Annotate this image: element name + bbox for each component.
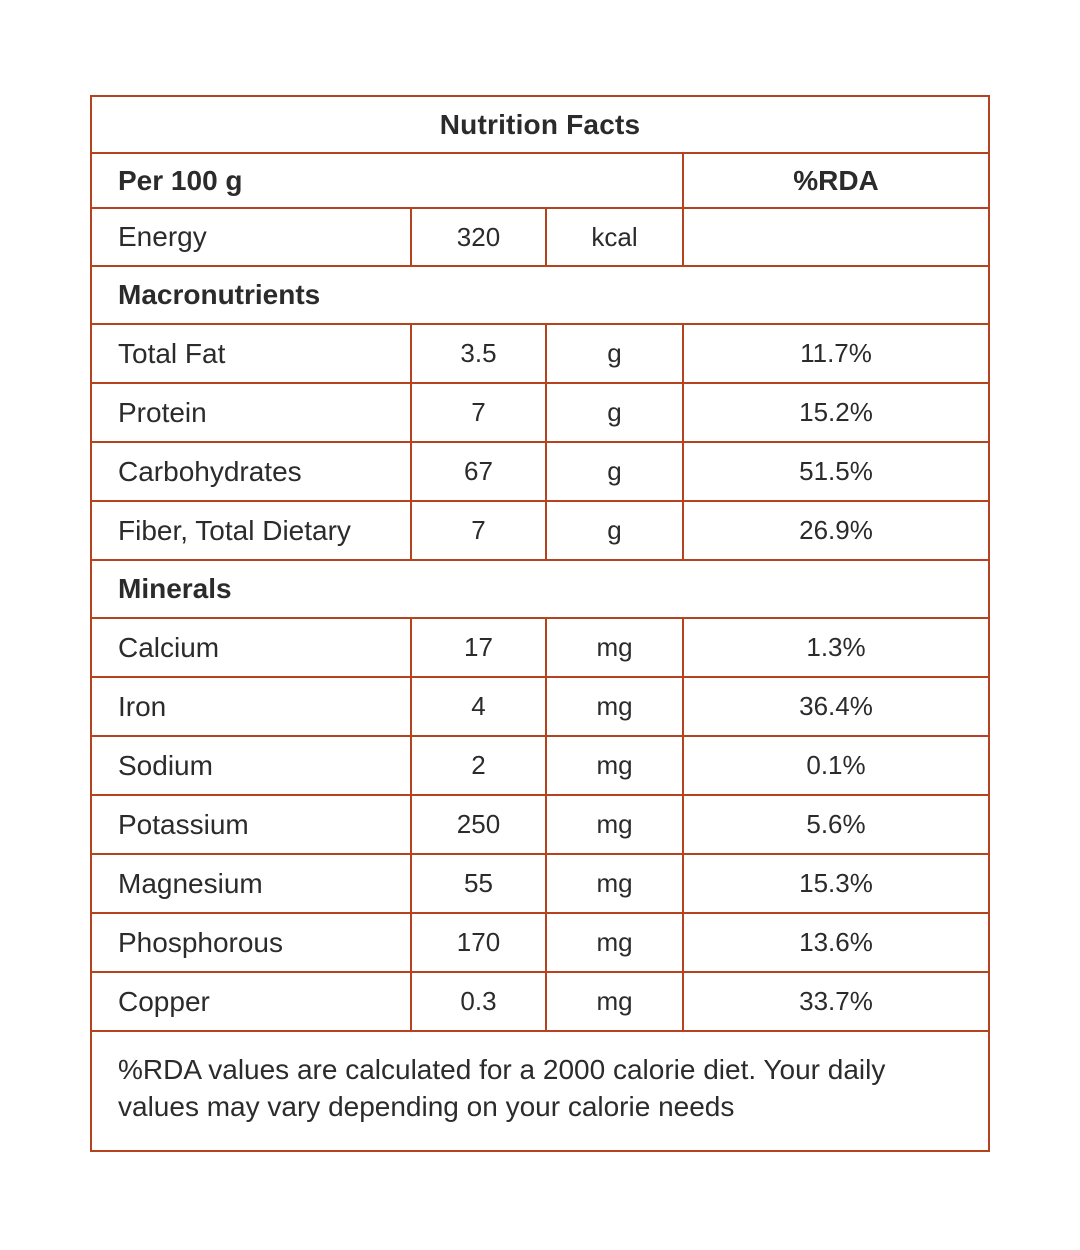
nutrient-unit: mg <box>546 854 683 913</box>
nutrient-value: 170 <box>411 913 546 972</box>
nutrient-name: Phosphorous <box>91 913 411 972</box>
nutrient-name: Iron <box>91 677 411 736</box>
nutrient-row-protein <box>91 383 989 442</box>
nutrient-row-carbohydrates <box>91 442 989 501</box>
nutrient-name: Fiber, Total Dietary <box>91 501 411 560</box>
nutrient-value: 2 <box>411 736 546 795</box>
nutrient-row-magnesium <box>91 854 989 913</box>
nutrient-row-total-fat <box>91 324 989 383</box>
nutrient-unit: mg <box>546 677 683 736</box>
rda-column-header: %RDA <box>683 153 989 208</box>
nutrient-row-copper <box>91 972 989 1031</box>
nutrient-value: 7 <box>411 501 546 560</box>
nutrient-unit: mg <box>546 618 683 677</box>
nutrient-rda: 36.4% <box>683 677 989 736</box>
nutrient-name: Energy <box>91 208 411 266</box>
nutrient-rda: 15.2% <box>683 383 989 442</box>
nutrient-row-potassium <box>91 795 989 854</box>
nutrient-rda: 13.6% <box>683 913 989 972</box>
nutrient-unit: g <box>546 324 683 383</box>
nutrient-name: Sodium <box>91 736 411 795</box>
nutrient-value: 17 <box>411 618 546 677</box>
nutrient-value: 55 <box>411 854 546 913</box>
nutrient-name: Potassium <box>91 795 411 854</box>
footer-note-row <box>91 1031 989 1151</box>
nutrient-value: 7 <box>411 383 546 442</box>
section-label: Minerals <box>91 560 989 618</box>
nutrient-unit: g <box>546 501 683 560</box>
nutrient-rda: 15.3% <box>683 854 989 913</box>
rda-disclaimer-text: %RDA values are calculated for a 2000 calorie diet. Your daily values may vary depending on your calorie needs <box>91 1031 989 1151</box>
nutrient-name: Calcium <box>91 618 411 677</box>
nutrient-value: 0.3 <box>411 972 546 1031</box>
nutrient-unit: mg <box>546 736 683 795</box>
nutrient-unit: g <box>546 383 683 442</box>
nutrient-unit: kcal <box>546 208 683 266</box>
table-title-row <box>91 96 989 153</box>
nutrient-name: Magnesium <box>91 854 411 913</box>
nutrient-unit: mg <box>546 913 683 972</box>
energy-row <box>91 208 989 266</box>
table-title: Nutrition Facts <box>91 96 989 153</box>
table-header-row <box>91 153 989 208</box>
nutrient-value: 4 <box>411 677 546 736</box>
nutrient-rda: 26.9% <box>683 501 989 560</box>
nutrient-rda <box>683 208 989 266</box>
nutrition-facts-table <box>90 95 990 1152</box>
nutrient-unit: mg <box>546 795 683 854</box>
nutrient-rda: 33.7% <box>683 972 989 1031</box>
nutrient-value: 250 <box>411 795 546 854</box>
section-label: Macronutrients <box>91 266 989 324</box>
serving-size-header: Per 100 g <box>91 153 683 208</box>
nutrient-rda: 11.7% <box>683 324 989 383</box>
nutrient-row-iron <box>91 677 989 736</box>
nutrient-name: Protein <box>91 383 411 442</box>
section-header-macronutrients <box>91 266 989 324</box>
nutrient-name: Total Fat <box>91 324 411 383</box>
nutrient-row-calcium <box>91 618 989 677</box>
nutrient-row-phosphorous <box>91 913 989 972</box>
nutrient-rda: 1.3% <box>683 618 989 677</box>
nutrient-value: 3.5 <box>411 324 546 383</box>
nutrient-name: Carbohydrates <box>91 442 411 501</box>
nutrient-unit: g <box>546 442 683 501</box>
nutrient-rda: 0.1% <box>683 736 989 795</box>
nutrient-row-sodium <box>91 736 989 795</box>
nutrient-rda: 51.5% <box>683 442 989 501</box>
nutrient-value: 320 <box>411 208 546 266</box>
nutrient-value: 67 <box>411 442 546 501</box>
nutrient-name: Copper <box>91 972 411 1031</box>
nutrient-row-fiber <box>91 501 989 560</box>
section-header-minerals <box>91 560 989 618</box>
nutrient-rda: 5.6% <box>683 795 989 854</box>
nutrient-unit: mg <box>546 972 683 1031</box>
